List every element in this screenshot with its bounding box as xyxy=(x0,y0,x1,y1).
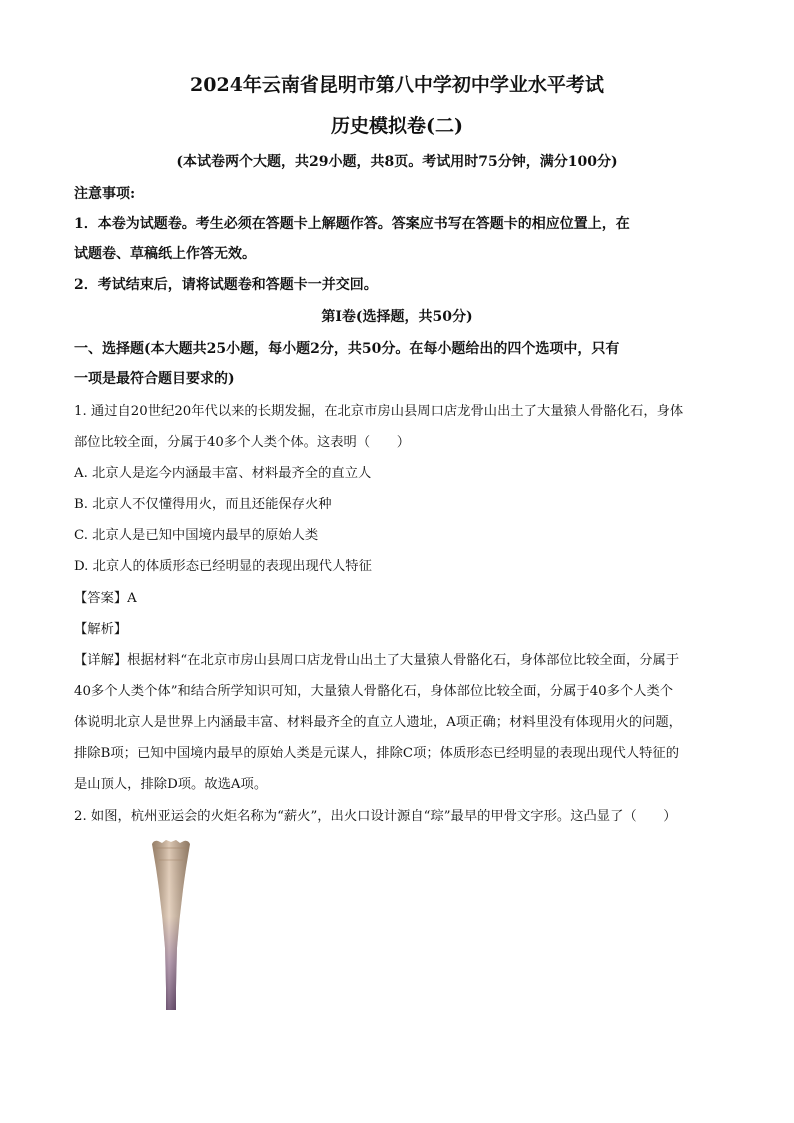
q1-detail-cont-4: 是山顶人，排除D项。故选A项。 xyxy=(74,777,268,792)
q1-option-d: D. 北京人的体质形态已经明显的表现出现代人特征 xyxy=(74,559,372,574)
q2-stem: 2. 如图，杭州亚运会的火炬名称为“薪火”，出火口设计源自“琮”最早的甲骨文字形。这凸显了（ ） xyxy=(74,809,677,824)
note-item-2: 2．考试结束后，请将试题卷和答题卡一并交回。 xyxy=(74,277,378,293)
q1-stem-cont: 部位比较全面，分属于40多个人类个体。这表明（ ） xyxy=(74,435,411,450)
exam-title: 2024年云南省昆明市第八中学初中学业水平考试 xyxy=(190,74,604,96)
notes-heading: 注意事项: xyxy=(74,186,136,202)
q1-answer: 【答案】A xyxy=(74,591,137,606)
exam-subject-title: 历史模拟卷(二) xyxy=(331,115,463,137)
q1-option-c: C. 北京人是已知中国境内最早的原始人类 xyxy=(74,528,319,543)
q1-stem: 1. 通过自20世纪20年代以来的长期发掘，在北京市房山县周口店龙骨山出土了大量猿人骨骼化石，身体 xyxy=(74,404,684,419)
q1-option-a: A. 北京人是迄今内涵最丰富、材料最齐全的直立人 xyxy=(74,466,372,481)
q1-detail-cont-1: 40多个人类个体”和结合所学知识可知，大量猿人骨骼化石，身体部位比较全面，分属于40多个人类个 xyxy=(74,684,674,699)
torch-icon xyxy=(146,838,196,1014)
q1-detail-cont-3: 排除B项；已知中国境内最早的原始人类是元谋人，排除C项；体质形态已经明显的表现出现代人特征的 xyxy=(74,746,680,761)
section-title: 第Ⅰ卷(选择题，共50分) xyxy=(321,309,473,325)
torch-image xyxy=(146,838,196,1014)
exam-info: (本试卷两个大题，共29小题，共8页。考试用时75分钟，满分100分) xyxy=(176,154,618,170)
q1-analysis-label: 【解析】 xyxy=(74,622,128,637)
q1-detail-cont-2: 体说明北京人是世界上内涵最丰富、材料最齐全的直立人遗址，A项正确；材料里没有体现用火的问题， xyxy=(74,715,682,730)
torch-shading xyxy=(152,840,190,1010)
section-instruction: 一、选择题(本大题共25小题，每小题2分，共50分。在每小题给出的四个选项中，只有 xyxy=(74,341,620,357)
note-item-1: 1．本卷为试题卷。考生必须在答题卡上解题作答。答案应书写在答题卡的相应位置上，在 xyxy=(74,216,630,232)
section-instruction-cont: 一项是最符合题目要求的) xyxy=(74,371,235,387)
q1-detail: 【详解】根据材料“在北京市房山县周口店龙骨山出土了大量猿人骨骼化石，身体部位比较全面，分属于 xyxy=(74,653,680,668)
q1-option-b: B. 北京人不仅懂得用火，而且还能保存火种 xyxy=(74,497,332,512)
note-item-1-cont: 试题卷、草稿纸上作答无效。 xyxy=(74,246,256,262)
